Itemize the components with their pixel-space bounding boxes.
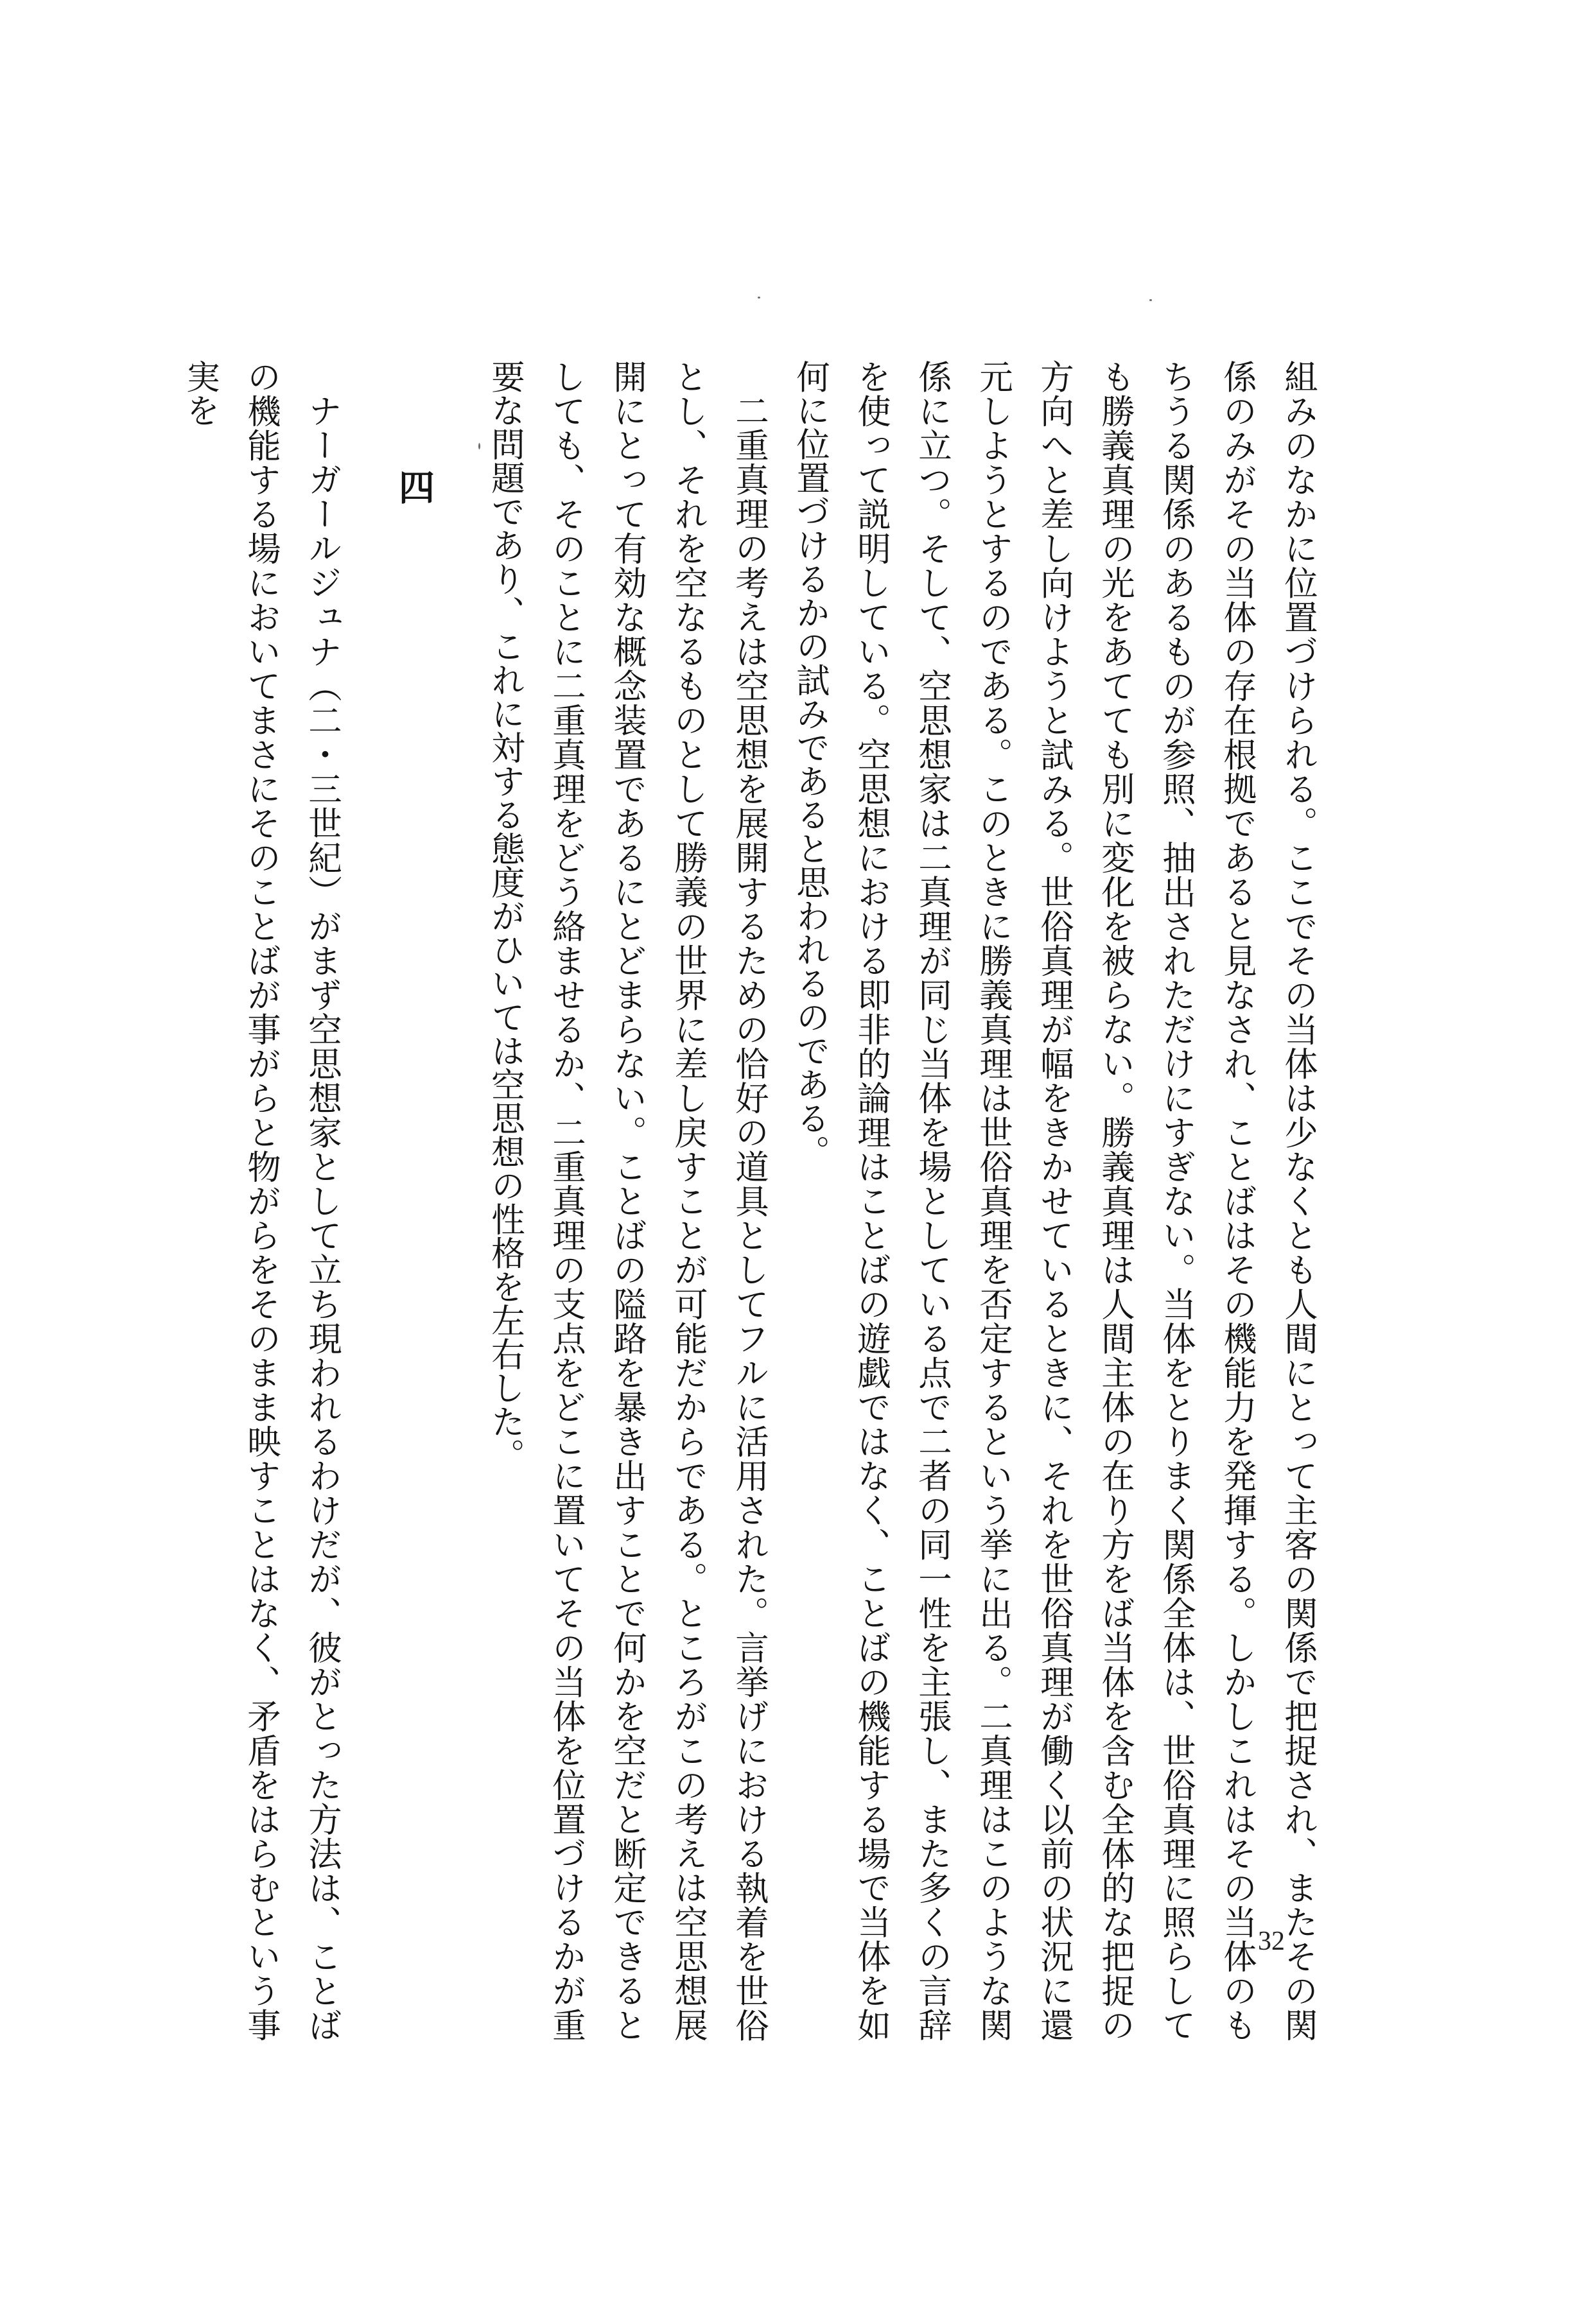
scan-speck — [758, 297, 760, 299]
paragraph-1: 組みのなかに位置づけられる。ここでその当体は少なくとも人間にとって主客の関係で把捉され、またその関係のみがその当体の存在根拠であると見なされ、ことばはその機能力を発揮する。しかしこれはその当体のもちうる関係のあるものが参照、抽出されただけにすぎない。当体をとりまく関係全体は、世俗真理に照らしても勝義真理の光をあてても別に変化を被らない。勝義真理は人間主体の在り方をば当体を含む全体的な把捉の方向へと差し向けようと試みる。世俗真理が幅をきかせているときに、それを世俗真理が働く以前の状況に還元しようとするのである。このときに勝義真理は世俗真理を否定するという挙に出る。二真理はこのような関係に立つ。そして、空思想家は二真理が同じ当体を場としている点で二者の同一性を主張し、また多くの言辞を使って説明している。空思想における即非的論理はことばの遊戯ではなく、ことばの機能する場で当体を如何に位置づけるかの試みであると思われるのである。 — [791, 360, 1318, 2042]
section-heading: 四 — [393, 469, 435, 505]
scan-speck — [478, 443, 480, 449]
vertical-text-body — [181, 360, 1329, 2042]
scan-speck — [1149, 299, 1152, 301]
paragraph-2: 二重真理の考えは空思想を展開するための恰好の道具としてフルに活用された。言挙げにおける執着を世俗とし、それを空なるものとして勝義の世界に差し戻すことが可能だからである。ところがこの考えは空思想展開にとって有効な概念装置であるにとどまらない。ことばの隘路を暴き出すことで何かを空だと断定できるとしても、そのことに二重真理をどう絡ませるか、二重真理の支点をどこに置いてその当体を位置づけるかが重要な問題であり、これに対する態度がひいては空思想の性格を左右した。 — [486, 360, 769, 2042]
page-number: 32 — [1258, 1927, 1285, 1956]
paragraph-3: ナーガールジュナ（二・三世紀）がまず空思想家として立ち現われるわけだが、彼がとった方法は、ことばの機能する場においてまさにそのことばが事がらと物がらをそのまま映すことはなく、矛盾をはらむという事実を — [181, 360, 342, 2042]
